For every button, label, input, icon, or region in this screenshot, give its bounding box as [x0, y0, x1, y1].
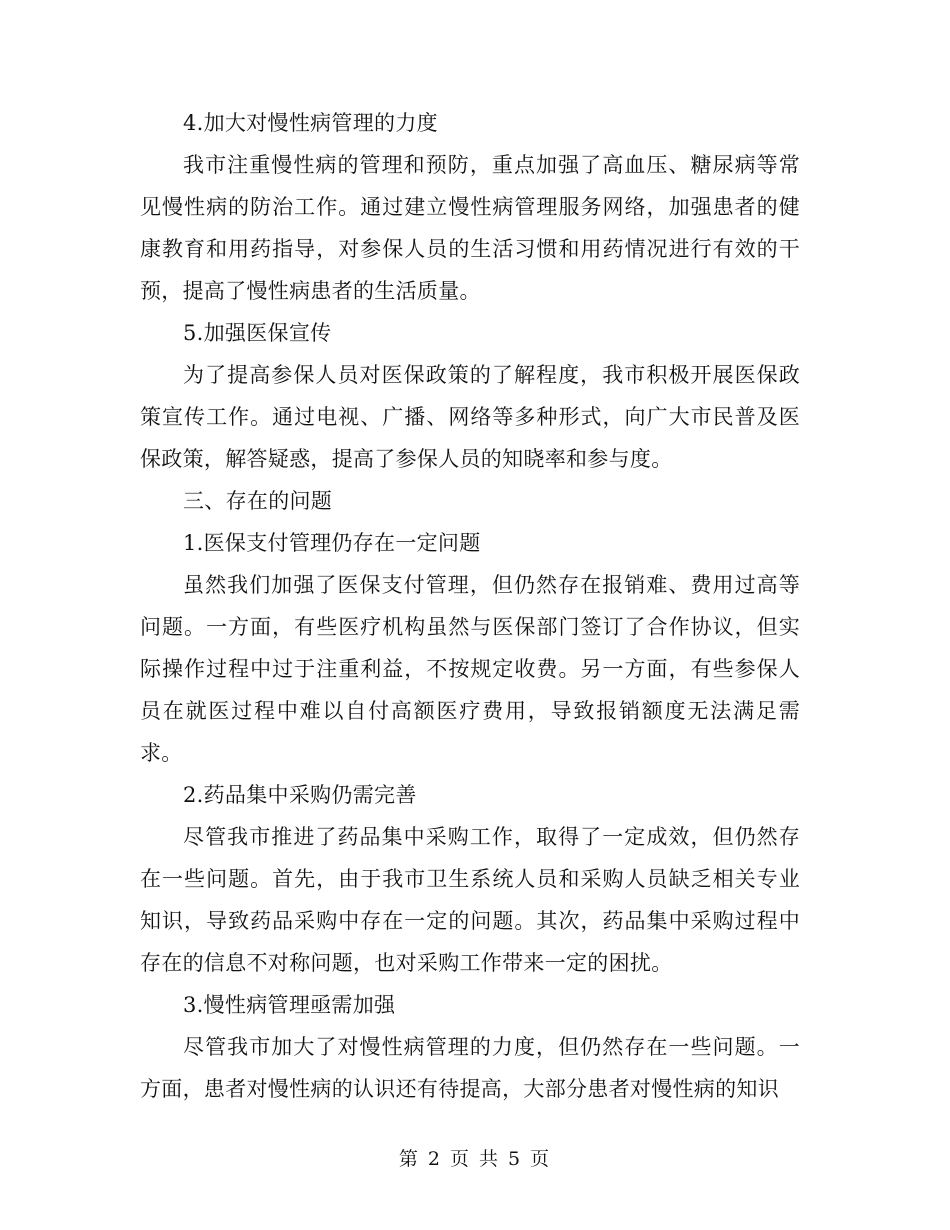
page-number-footer: 第 2 页 共 5 页 [398, 1148, 552, 1170]
chapter-heading-problems: 三、存在的问题 [183, 489, 333, 513]
problem-heading-1: 1.医保支付管理仍存在一定问题 [183, 531, 481, 555]
problem-heading-3: 3.慢性病管理亟需加强 [183, 993, 396, 1017]
document-body [140, 102, 800, 1110]
problem-heading-2: 2.药品集中采购仍需完善 [183, 783, 417, 807]
paragraph-insurance-publicity: 为了提高参保人员对医保政策的了解程度，我市积极开展医保政策宣传工作。通过电视、广播、网络等多种形式，向广大市民普及医保政策，解答疑惑，提高了参保人员的知晓率和参与度。 [140, 363, 800, 471]
section-heading-4: 4.加大对慢性病管理的力度 [183, 111, 438, 135]
section-heading-5: 5.加强医保宣传 [183, 321, 332, 345]
paragraph-procurement-problems: 尽管我市推进了药品集中采购工作，取得了一定成效，但仍然存在一些问题。首先，由于我市卫生系统人员和采购人员缺乏相关专业知识，导致药品采购中存在一定的问题。其次，药品集中采购过程中存在的信息不对称问题，也对采购工作带来一定的困扰。 [140, 825, 800, 975]
paragraph-chronic-disease-problems: 尽管我市加大了对慢性病管理的力度，但仍然存在一些问题。一方面，患者对慢性病的认识还有待提高，大部分患者对慢性病的知识 [140, 1035, 800, 1101]
paragraph-payment-problems: 虽然我们加强了医保支付管理，但仍然存在报销难、费用过高等问题。一方面，有些医疗机构虽然与医保部门签订了合作协议，但实际操作过程中过于注重利益，不按规定收费。另一方面，有些参保人员在就医过程中难以自付高额医疗费用，导致报销额度无法满足需求。 [140, 573, 800, 765]
paragraph-chronic-disease-management: 我市注重慢性病的管理和预防，重点加强了高血压、糖尿病等常见慢性病的防治工作。通过建立慢性病管理服务网络，加强患者的健康教育和用药指导，对参保人员的生活习惯和用药情况进行有效的干预，提高了慢性病患者的生活质量。 [140, 153, 800, 303]
